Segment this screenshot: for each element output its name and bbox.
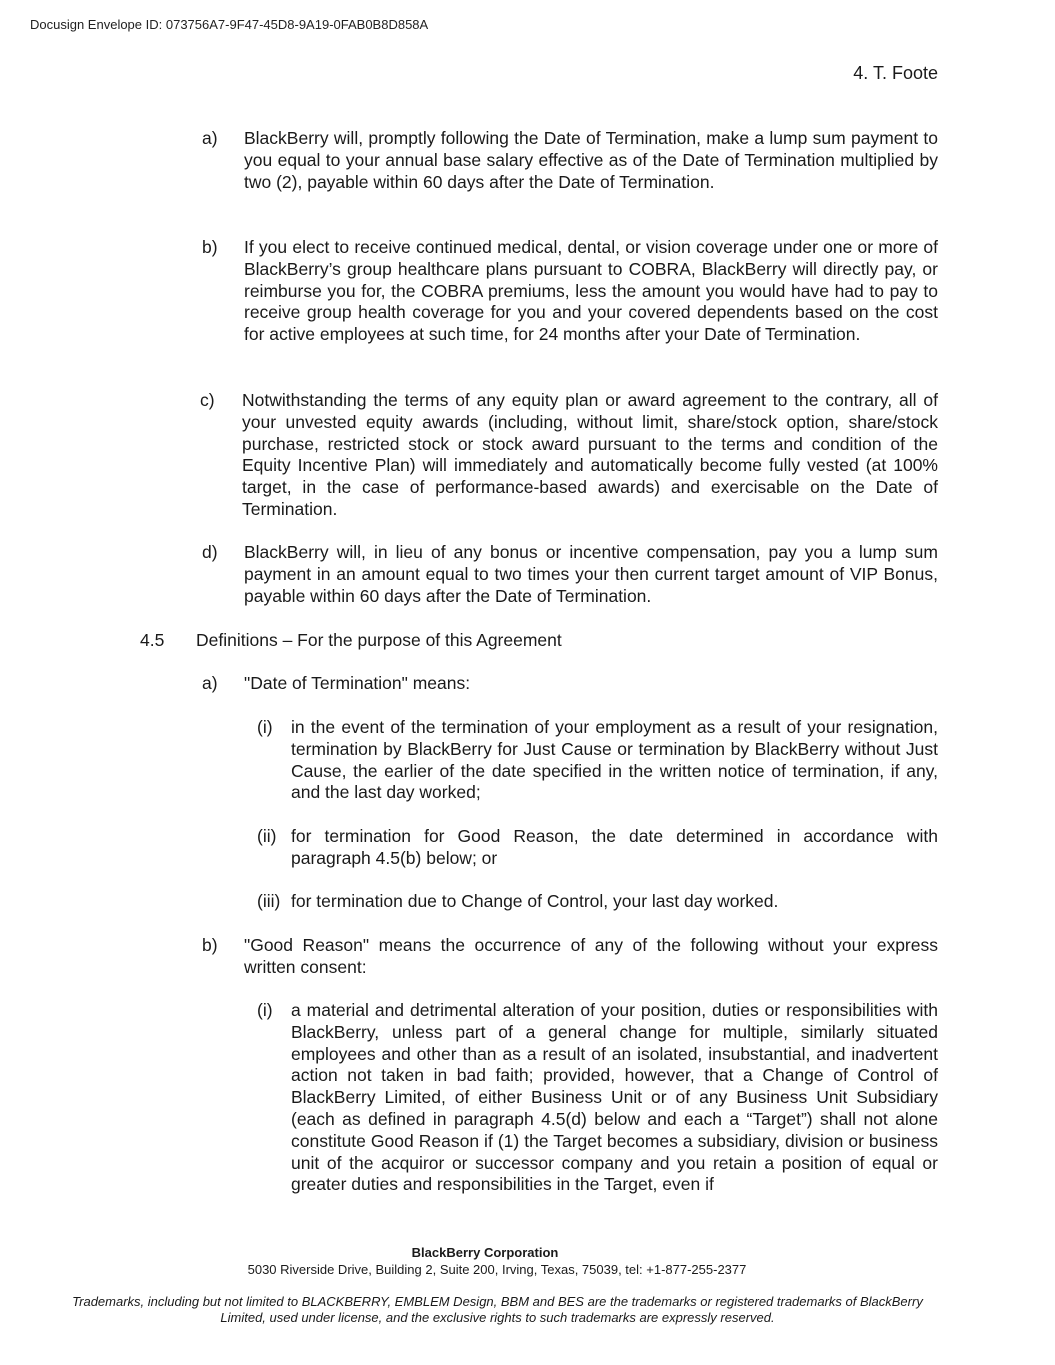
page-label: 4. T. Foote xyxy=(853,63,938,83)
footer-company-name: BlackBerry Corporation xyxy=(411,1245,559,1260)
footer-trademark-notice: Trademarks, including but not limited to BLACKBERRY, EMBLEM Design, BBM and BES are the trademarks or registered trademarks of BlackBerry Limited, used under license, and the exclusive rights to such trademarks are expressly reserved. xyxy=(72,1294,923,1325)
definition-b-item-marker: (i) xyxy=(257,1000,273,1020)
list-marker-d: d) xyxy=(202,542,218,562)
definition-marker-a: a) xyxy=(202,673,218,693)
definition-a-item: in the event of the termination of your employment as a result of your resignation, termination by BlackBerry for Just Cause or termination by BlackBerry without Just Cause, the earlier of the date specified in the written notice of termination, if any, and the last day worked; xyxy=(291,717,938,803)
severance-paragraph-a: BlackBerry will, promptly following the Date of Termination, make a lump sum payment to you equal to your annual base salary effective as of the Date of Termination multiplied by two (2), payable within 60 days after the Date of Termination. xyxy=(244,128,938,192)
definition-a-item-marker: (i) xyxy=(257,717,273,737)
list-marker-b: b) xyxy=(202,237,218,257)
definition-a-item: for termination for Good Reason, the date determined in accordance with paragraph 4.5(b) below; or xyxy=(291,826,938,868)
severance-paragraph-b: If you elect to receive continued medical, dental, or vision coverage under one or more of BlackBerry’s group healthcare plans pursuant to COBRA, BlackBerry will directly pay, or reimburse you for, the COBRA premiums, less the amount you would have had to pay to receive group health coverage for you and your covered dependents based on the cost for active employees at such time, for 24 months after your Date of Termination. xyxy=(244,237,938,345)
definition-b-title: "Good Reason" means the occurrence of any of the following without your express written consent: xyxy=(244,935,938,977)
footer-address: 5030 Riverside Drive, Building 2, Suite 200, Irving, Texas, 75039, tel: +1-877-255-2377 xyxy=(247,1262,747,1277)
definition-b-item: a material and detrimental alteration of your position, duties or responsibilities with BlackBerry, unless part of a general change for multiple, similarly situated employees and other than as a result of an isolated, insubstantial, and inadvertent action not taken in bad faith; provided, however, that a Change of Control of BlackBerry Limited, of either Business Unit or of any Business Unit Subsidiary (each as defined in paragraph 4.5(d) below and each a “Target”) shall not alone constitute Good Reason if (1) the Target becomes a subsidiary, division or business unit of the acquiror or successor company and you retain a position of equal or greater duties and responsibilities in the Target, even if xyxy=(291,1000,938,1195)
definition-marker-b: b) xyxy=(202,935,218,955)
definition-a-item-marker: (ii) xyxy=(257,826,277,846)
severance-paragraph-d: BlackBerry will, in lieu of any bonus or incentive compensation, pay you a lump sum payment in an amount equal to two times your then current target amount of VIP Bonus, payable within 60 days after the Date of Termination. xyxy=(244,542,938,606)
docusign-envelope-id: Docusign Envelope ID: 073756A7-9F47-45D8-9A19-0FAB0B8D858A xyxy=(30,17,429,32)
section-number: 4.5 xyxy=(140,630,165,650)
list-marker-c: c) xyxy=(200,390,215,410)
definition-a-item: for termination due to Change of Control, your last day worked. xyxy=(291,891,779,911)
section-heading: Definitions – For the purpose of this Agreement xyxy=(196,630,562,650)
severance-paragraph-c: Notwithstanding the terms of any equity plan or award agreement to the contrary, all of your unvested equity awards (including, without limit, share/stock option, share/stock purchase, restricted stock or stock award pursuant to the terms and condition of the Equity Incentive Plan) will immediately and automatically become fully vested (at 100% target, in the case of performance-based awards) and exercisable on the Date of Termination. xyxy=(242,390,938,519)
definition-a-item-marker: (iii) xyxy=(257,891,281,911)
list-marker-a: a) xyxy=(202,128,218,148)
definition-a-title: "Date of Termination" means: xyxy=(244,673,471,693)
